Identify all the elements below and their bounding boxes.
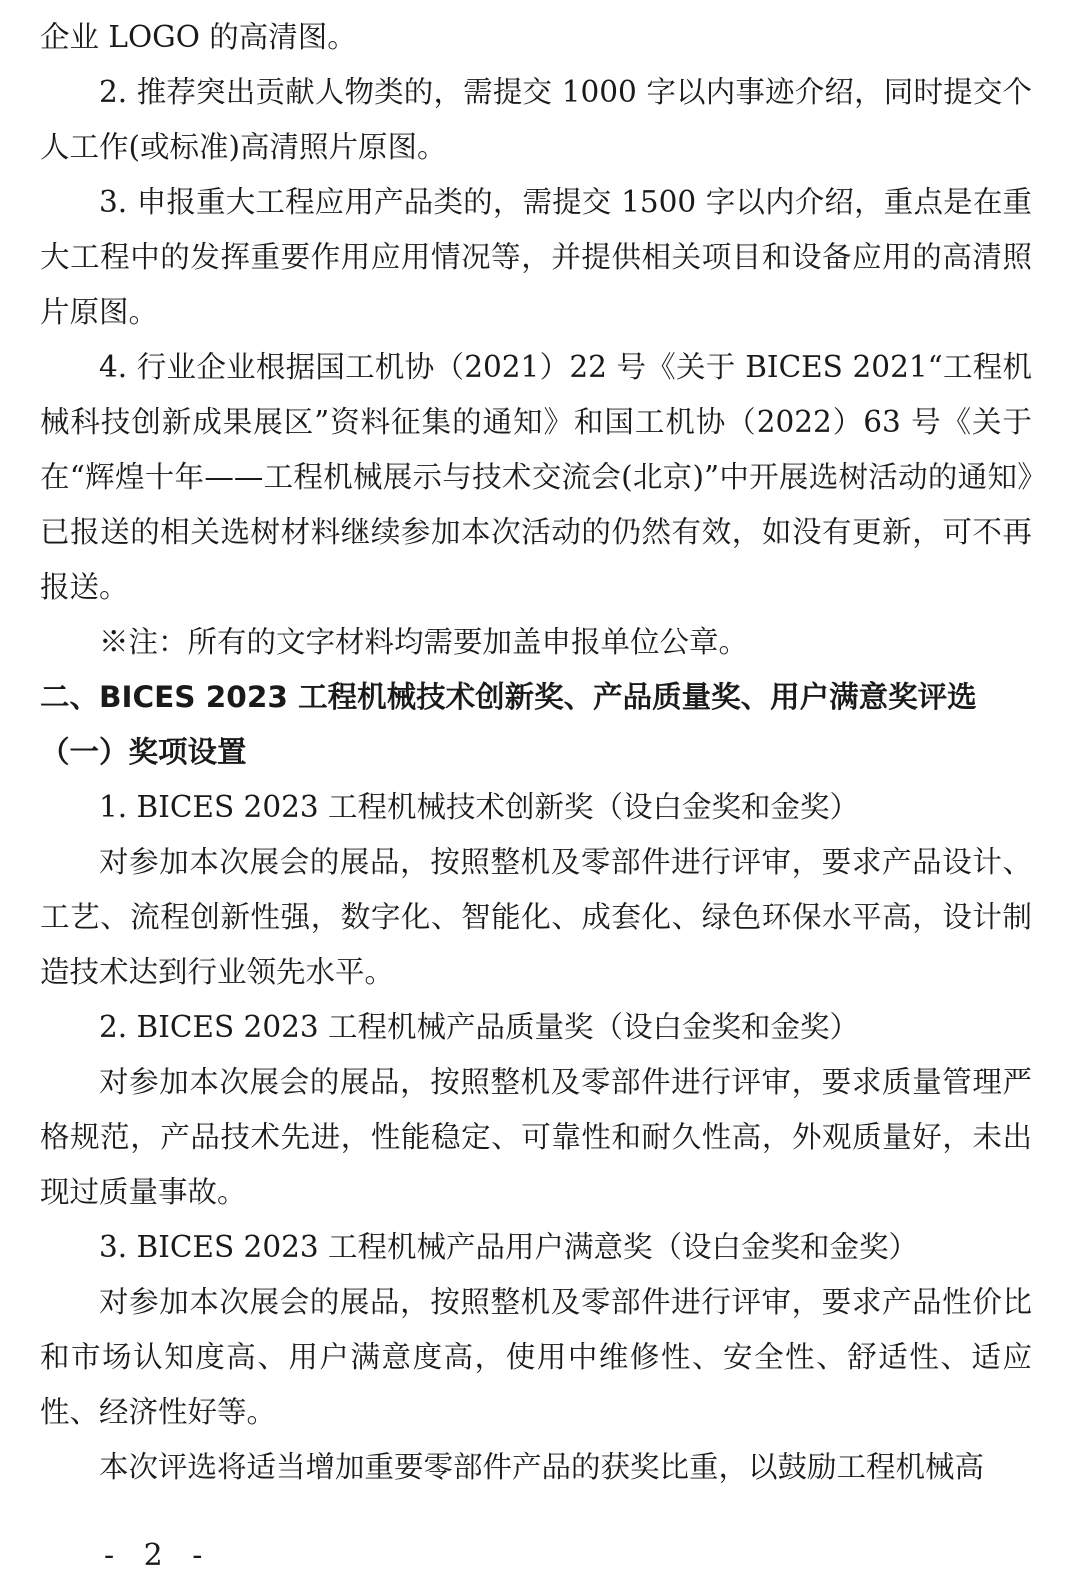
subsection-heading-awards: （一）奖项设置	[40, 735, 247, 769]
section-heading-2: 二、BICES 2023 工程机械技术创新奖、产品质量奖、用户满意奖评选	[40, 680, 977, 714]
award-desc-innovation: 对参加本次展会的展品，按照整机及零部件进行评审，要求产品设计、工艺、流程创新性强，数字化、智能化、成套化、绿色环保水平高，设计制造技术达到行业领先水平。	[40, 845, 1032, 989]
paragraph-item-3: 3. 申报重大工程应用产品类的，需提交 1500 字以内介绍，重点是在重大工程中的发挥重要作用应用情况等，并提供相关项目和设备应用的高清照片原图。	[40, 185, 1032, 329]
paragraph-logo-note: 企业 LOGO 的高清图。	[40, 20, 357, 54]
award-desc-quality: 对参加本次展会的展品，按照整机及零部件进行评审，要求质量管理严格规范，产品技术先进，性能稳定、可靠性和耐久性高，外观质量好，未出现过质量事故。	[40, 1065, 1032, 1209]
paragraph-item-4: 4. 行业企业根据国工机协（2021）22 号《关于 BICES 2021“工程机械科技创新成果展区”资料征集的通知》和国工机协（2022）63 号《关于在“辉煌十年——工程机械展示与技术交流会(北京)”中开展选树活动的通知》已报送的相关选树材料继续参加本次活动的仍然有效，如没有更新，可不再报送。	[40, 350, 1032, 604]
page-number: - 2 -	[104, 1538, 213, 1573]
award-desc-satisfaction: 对参加本次展会的展品，按照整机及零部件进行评审，要求产品性价比和市场认知度高、用户满意度高，使用中维修性、安全性、舒适性、适应性、经济性好等。	[40, 1285, 1032, 1429]
award-title-innovation: 1. BICES 2023 工程机械技术创新奖（设白金奖和金奖）	[99, 790, 859, 824]
paragraph-note: ※注：所有的文字材料均需要加盖申报单位公章。	[99, 625, 749, 659]
award-title-satisfaction: 3. BICES 2023 工程机械产品用户满意奖（设白金奖和金奖）	[99, 1230, 918, 1264]
award-title-quality: 2. BICES 2023 工程机械产品质量奖（设白金奖和金奖）	[99, 1010, 859, 1044]
paragraph-closing: 本次评选将适当增加重要零部件产品的获奖比重，以鼓励工程机械高	[99, 1450, 985, 1484]
document-body	[40, 10, 1032, 1495]
paragraph-item-2: 2. 推荐突出贡献人物类的，需提交 1000 字以内事迹介绍，同时提交个人工作(或标准)高清照片原图。	[40, 75, 1032, 164]
